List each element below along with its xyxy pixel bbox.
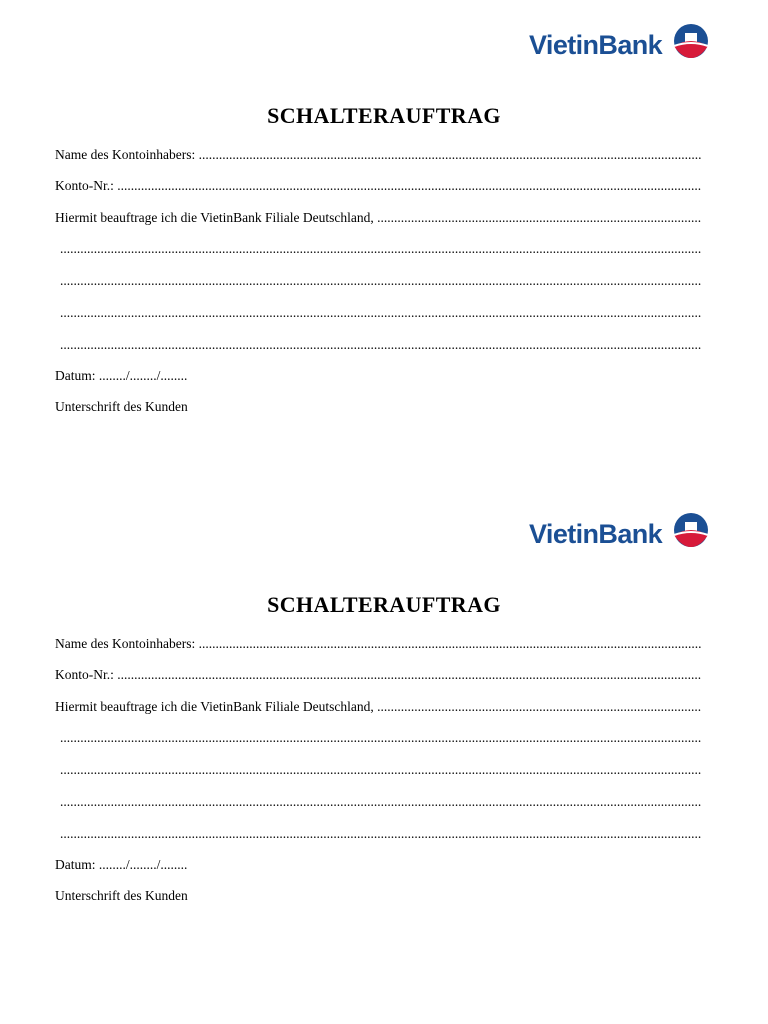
blank-line[interactable] [60, 273, 701, 289]
vietinbank-logo-icon [672, 22, 710, 60]
blank-line[interactable] [60, 762, 701, 778]
account-holder-field[interactable] [55, 636, 701, 652]
fill-in-dots [199, 636, 701, 652]
fill-in-dots [117, 178, 701, 194]
blank-line[interactable] [60, 241, 701, 257]
blank-line[interactable] [60, 305, 701, 321]
instruction-field[interactable] [55, 699, 701, 715]
instruction-label: Hiermit beauftrage ich die VietinBank Filiale Deutschland, [55, 210, 378, 225]
blank-line[interactable] [60, 826, 701, 842]
account-number-field[interactable] [55, 178, 701, 194]
fill-in-dots [60, 337, 701, 353]
instruction-field[interactable] [55, 210, 701, 226]
blank-line[interactable] [60, 794, 701, 810]
signature-label: Unterschrift des Kunden [55, 399, 188, 414]
date-field[interactable]: Datum: ......../......../........ [55, 368, 188, 383]
vietinbank-logo [527, 507, 710, 557]
vietinbank-logo [527, 18, 710, 68]
date-field[interactable]: Datum: ......../......../........ [55, 857, 188, 872]
signature-label: Unterschrift des Kunden [55, 888, 188, 903]
account-holder-field[interactable] [55, 147, 701, 163]
counter-order-form-1 [0, 0, 768, 460]
fill-in-dots [60, 305, 701, 321]
account-number-field[interactable] [55, 667, 701, 683]
fill-in-dots [60, 826, 701, 842]
account-number-label: Konto-Nr.: [55, 178, 118, 193]
fill-in-dots [377, 210, 701, 226]
fill-in-dots [60, 762, 701, 778]
fill-in-dots [60, 794, 701, 810]
vietinbank-logo-icon [672, 511, 710, 549]
fill-in-dots [60, 730, 701, 746]
blank-line[interactable] [60, 730, 701, 746]
account-holder-label: Name des Kontoinhabers: [55, 147, 199, 162]
fill-in-dots [199, 147, 701, 163]
fill-in-dots [377, 699, 701, 715]
blank-line[interactable] [60, 337, 701, 353]
fill-in-dots [117, 667, 701, 683]
logo-text: VietinBank [529, 30, 663, 60]
account-holder-label: Name des Kontoinhabers: [55, 636, 199, 651]
logo-text: VietinBank [529, 519, 663, 549]
form-title: SCHALTERAUFTRAG [267, 103, 501, 128]
instruction-label: Hiermit beauftrage ich die VietinBank Filiale Deutschland, [55, 699, 378, 714]
form-title: SCHALTERAUFTRAG [267, 592, 501, 617]
account-number-label: Konto-Nr.: [55, 667, 118, 682]
counter-order-form-2 [0, 489, 768, 949]
fill-in-dots [60, 273, 701, 289]
fill-in-dots [60, 241, 701, 257]
